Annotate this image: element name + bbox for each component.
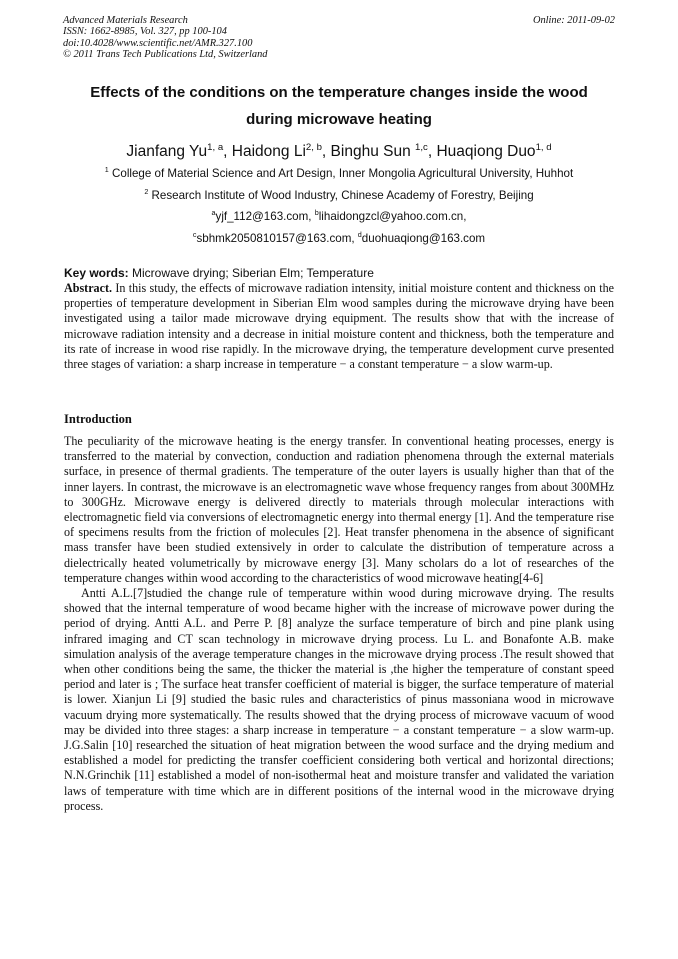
author-list — [50, 142, 628, 162]
email-sup: c — [192, 230, 197, 240]
affiliation-text: College of Material Science and Art Design, Inner Mongolia Agricultural University, Huhhot — [108, 167, 574, 180]
paper-title — [50, 79, 628, 133]
title-line-2: during microwave heating — [246, 111, 432, 128]
author-name: Huaqiong Duo — [436, 143, 536, 160]
journal-header — [63, 15, 615, 60]
author-affil-sup: 2, b — [305, 141, 322, 153]
email-sup: d — [357, 230, 362, 240]
abstract — [64, 281, 614, 372]
abstract-label: Abstract. — [64, 281, 113, 295]
email: yjf_112@163.com, — [215, 210, 315, 223]
author-name: Jianfang Yu — [126, 143, 208, 160]
affiliation-text: Research Institute of Wood Industry, Chinese Academy of Forestry, Beijing — [148, 189, 534, 202]
journal-name: Advanced Materials Research — [63, 15, 188, 26]
journal-copyright: © 2011 Trans Tech Publications Ltd, Switzerland — [63, 48, 268, 60]
author-name: Haidong Li — [231, 143, 306, 160]
title-line-1: Effects of the conditions on the temperature changes inside the wood — [90, 84, 588, 101]
author-sep: , — [223, 143, 232, 160]
affiliation-num: 2 — [144, 187, 149, 197]
author-affil-sup: 1, d — [535, 141, 552, 153]
journal-issn: ISSN: 1662-8985, Vol. 327, pp 100-104 — [63, 26, 227, 38]
author-name: Binghu Sun — [330, 143, 416, 160]
keywords-text: Microwave drying; Siberian Elm; Temperature — [128, 266, 374, 280]
author-sep: , — [427, 143, 437, 160]
author-affil-sup: 1,c — [415, 141, 428, 153]
intro-paragraph-2: Antti A.L.[7]studied the change rule of temperature within wood during microwave drying. The results showed that the internal temperature of wood became higher with the increase of microwave power during the period of drying. Antti A.L. and Perre P. [8] analyze the surface temperature of birch and pine plank using infrared imaging and CT scan technology in microwave drying process. Lu L. and Bonafonte A.B. make simulation analysis of the average temperature changes in the microwave drying process .The result showed that when other conditions being the same, the thicker the material is ,the higher the temperature of constant speed period and later is ; The surface heat transfer coefficient of material is bigger, the surface temperature of material is lower. Xianjun Li [9] studied the basic rules and characteristics of pinus massoniana wood in microwave vacuum drying more systematically. The results showed that the drying process of microwave vacuum of wood may be divided into three stages: a sharp increase in temperature − a constant temperature − a slow warm-up. J.G.Salin [10] researched the situation of heat migration between the wood surface and the drying medium and established a model for predicting the transfer coefficient considering both vertical and horizontal directions; N.N.Grinchik [11] established a model of non-isothermal heat and moisture transfer and validated the variation laws of temperature with time which are in different positions of the internal wood in the microwave drying process. — [64, 586, 614, 813]
introduction-body — [64, 434, 614, 814]
author-affil-sup: 1, a — [207, 141, 224, 153]
keywords-label: Key words: — [64, 266, 129, 280]
abstract-text: In this study, the effects of microwave radiation intensity, initial moisture content and thickness on the properties of temperature development in Siberian Elm wood samples during the microwave drying have been investigated using a tailor made microwave drying equipment. The results show that with the increase of microwave radiation intensity and a decrease in initial moisture content and thickness, both the temperature and its rate of increase in wood rise rapidly. In the microwave drying, the temperature development curve presented three stages of variation: a sharp increase in temperature − a constant temperature − a slow warm-up. — [64, 281, 614, 372]
affiliation-num: 1 — [104, 165, 109, 175]
online-date: Online: 2011-09-02 — [532, 15, 615, 26]
email: duohuaqiong@163.com — [361, 232, 486, 245]
email-line-1 — [40, 209, 638, 224]
intro-paragraph-1: The peculiarity of the microwave heating is the energy transfer. In conventional heating processes, energy is transferred to the material by convection, conduction and radiation phenomena through the external materials surface, in presence of thermal gradients. The temperature of the outer layers is usually higher than that of the inner layers. In contrast, the microwave is an electromagnetic wave whose frequency ranges from about 300MHz to 300GHz. Microwave energy is delivered directly to materials through molecular interactions with electromagnetic field via conversions of electromagnetic energy into thermal energy [1]. And the temperature rise of specimens results from the friction of molecules [2]. Heat transfer phenomena in the absence of significant mass transfer have been studied extensively in order to calculate the distribution of temperature across a dielectrically heated volumetrically by microwave energy [3]. Many scholars do a lot of researches of the temperature changes within wood according to the characteristics of wood microwave heating[4-6] — [64, 434, 614, 585]
email-line-2 — [40, 231, 638, 246]
author-sep: , — [321, 143, 331, 160]
email: lihaidongzcl@yahoo.com.cn, — [318, 210, 467, 223]
email-sup: b — [314, 208, 319, 218]
keywords — [64, 266, 614, 281]
section-heading-introduction: Introduction — [64, 412, 132, 426]
affiliation-2 — [40, 188, 638, 203]
email: sbhmk2050810157@163.com, — [196, 232, 358, 245]
journal-doi: doi:10.4028/www.scientific.net/AMR.327.100 — [63, 37, 253, 49]
email-sup: a — [211, 208, 216, 218]
affiliation-1 — [40, 166, 638, 181]
